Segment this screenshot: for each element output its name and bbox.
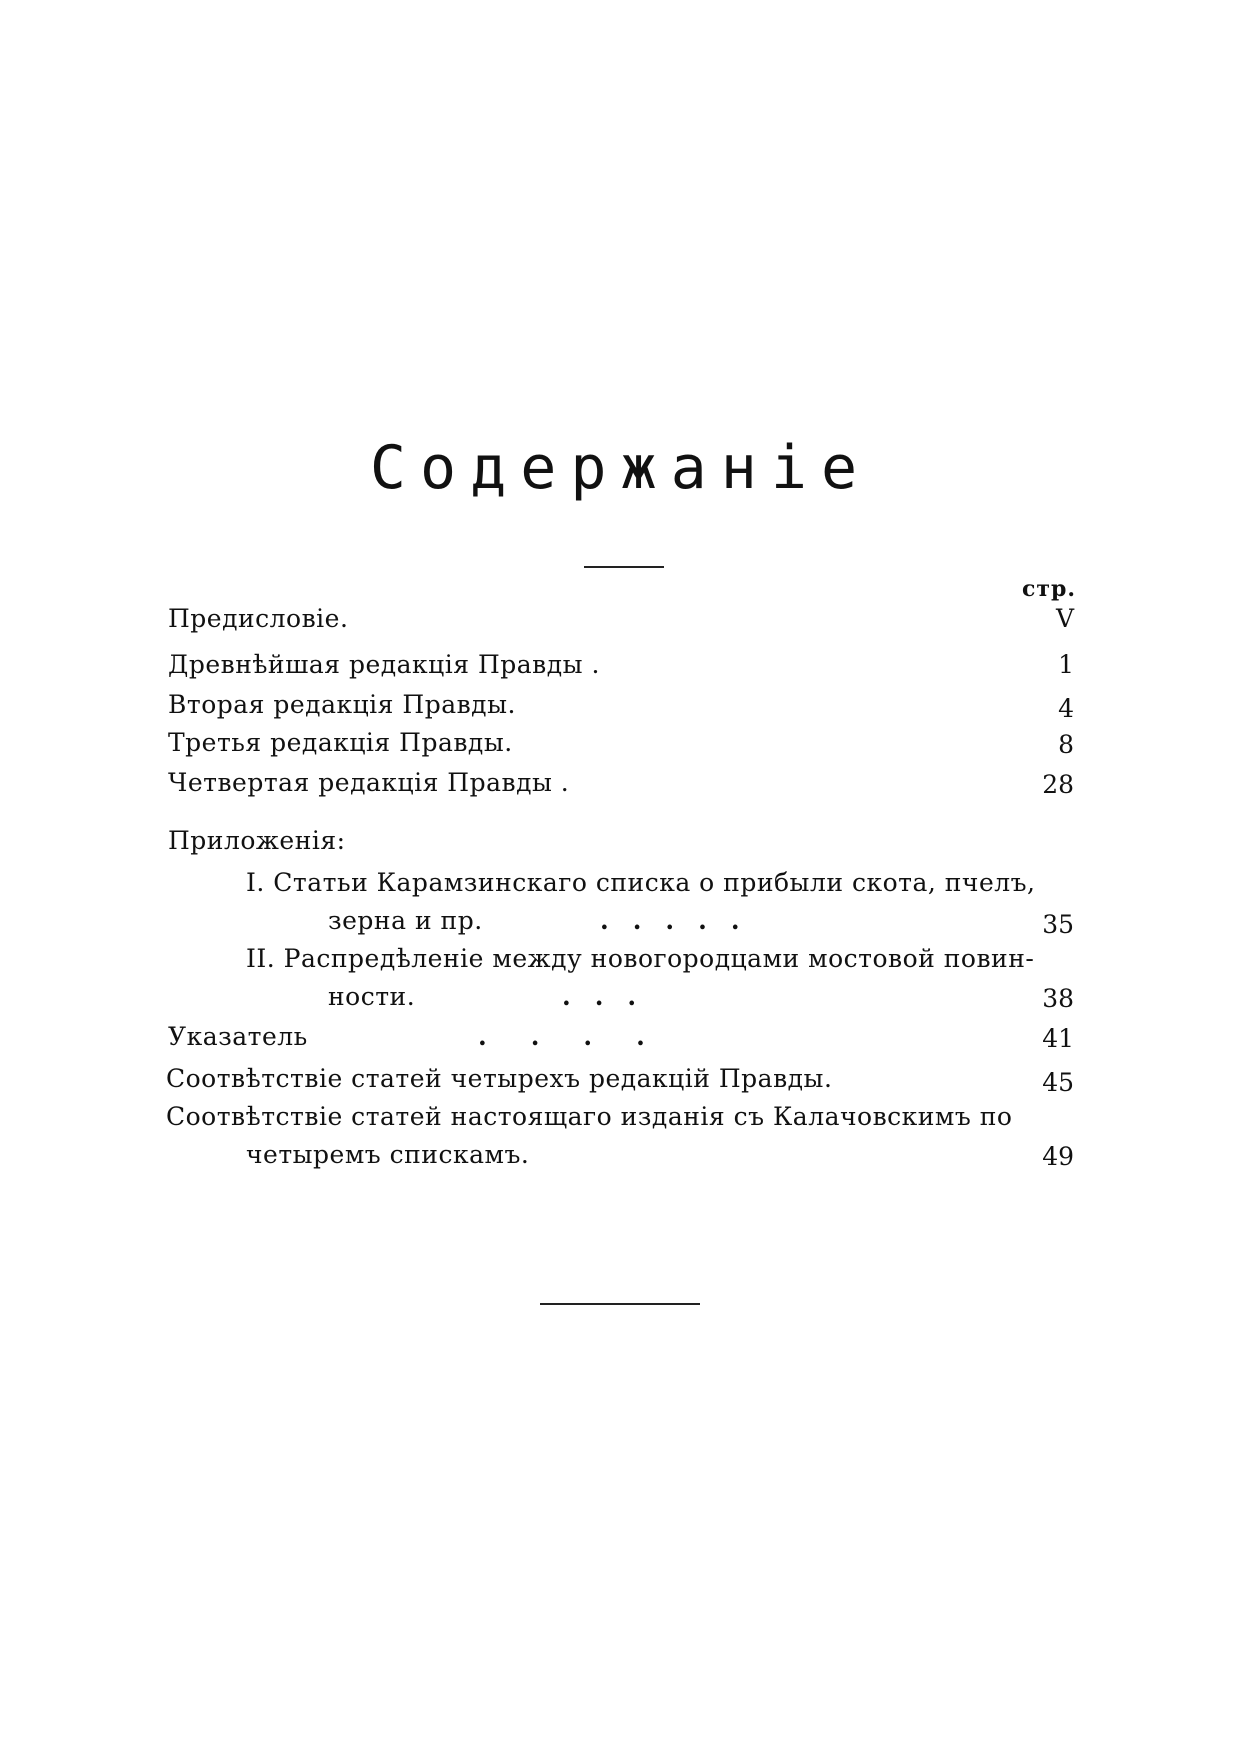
toc-page-index: 41: [1042, 1024, 1074, 1053]
appendix-item-1-line1: I. Статьи Карамзинскаго списка о прибыли скота, пчелъ,: [246, 868, 1036, 897]
toc-entry-fourth-redaction: Четвертая редакція Правды .: [168, 768, 570, 797]
toc-entry-correspondence-kalachov-line1: Соотвѣтствіе статей настоящаго изданія съ Калачовскимъ по: [166, 1102, 1013, 1131]
appendix-item-2-leader-dots: ...: [562, 982, 661, 1011]
page-title: Содержаніе: [369, 433, 872, 503]
toc-page-second-redaction: 4: [1058, 694, 1074, 723]
toc-entry-oldest-redaction: Древнѣйшая редакція Правды .: [168, 650, 600, 679]
page-column-label: стр.: [1022, 576, 1077, 602]
toc-entry-correspondence-four: Соотвѣтствіе статей четырехъ редакцій Правды.: [166, 1064, 833, 1093]
appendix-item-2-line2: ности.: [328, 982, 416, 1011]
toc-entry-preface: Предисловіе.: [168, 604, 349, 633]
toc-entry-index: Указатель: [168, 1022, 308, 1051]
closing-divider: [540, 1303, 700, 1305]
appendix-item-1-leader-dots: .....: [600, 906, 764, 935]
appendix-item-2-line1: II. Распредѣленіе между новогородцами мостовой повин-: [246, 944, 1035, 973]
toc-page-oldest-redaction: 1: [1058, 650, 1074, 679]
toc-page-third-redaction: 8: [1058, 730, 1074, 759]
title-divider: [584, 566, 664, 568]
toc-page-preface: V: [1055, 604, 1074, 633]
appendix-item-1-line2: зерна и пр.: [328, 906, 483, 935]
toc-index-leader-dots: ....: [478, 1022, 689, 1051]
toc-entry-second-redaction: Вторая редакція Правды.: [168, 690, 516, 719]
toc-page-correspondence-four: 45: [1042, 1068, 1074, 1097]
appendix-item-2-page: 38: [1042, 984, 1074, 1013]
toc-page-correspondence-kalachov: 49: [1042, 1142, 1074, 1171]
toc-entry-third-redaction: Третья редакція Правды.: [168, 728, 513, 757]
toc-entry-correspondence-kalachov-line2: четыремъ спискамъ.: [246, 1140, 530, 1169]
appendix-heading: Приложенія:: [168, 826, 346, 855]
appendix-item-1-page: 35: [1042, 910, 1074, 939]
toc-page-fourth-redaction: 28: [1042, 770, 1074, 799]
